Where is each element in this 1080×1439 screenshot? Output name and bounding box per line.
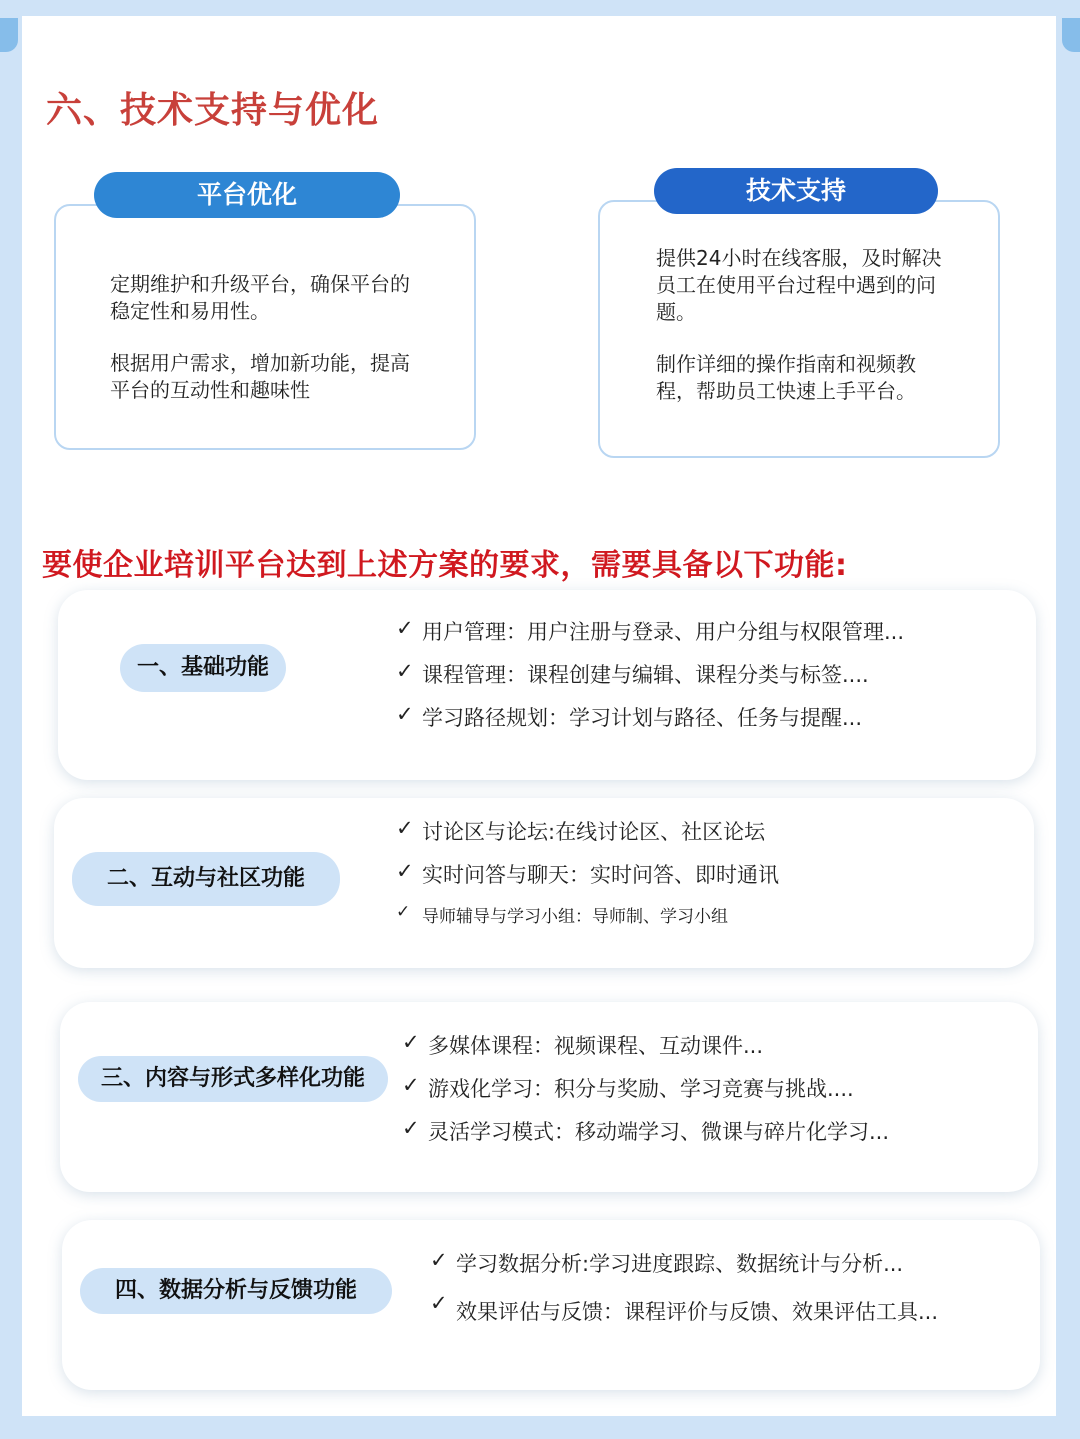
platform-optimization-text: [110, 271, 420, 429]
corner-decoration-left: [0, 18, 18, 52]
feature-item-text: 多媒体课程：视频课程、互动课件...: [428, 1034, 764, 1058]
check-icon: ✓: [430, 1248, 448, 1272]
feature-item-text: 灵活学习模式：移动端学习、微课与碎片化学习...: [428, 1120, 890, 1144]
document-page: [22, 16, 1056, 1416]
feature-label: 二、互动与社区功能: [72, 852, 340, 906]
section-title: 六、技术支持与优化: [46, 90, 380, 131]
feature-item-text: 实时问答与聊天：实时问答、即时通讯: [422, 863, 779, 887]
check-icon: ✓: [396, 816, 414, 840]
feature-item-text: 课程管理：课程创建与编辑、课程分类与标签....: [422, 663, 869, 687]
card-paragraph: 制作详细的操作指南和视频教程，帮助员工快速上手平台。: [656, 352, 916, 403]
card-paragraph: 定期维护和升级平台，确保平台的稳定性和易用性。: [110, 272, 410, 323]
feature-item-text: 学习数据分析:学习进度跟踪、数据统计与分析...: [456, 1252, 904, 1276]
technical-support-text: [656, 245, 946, 430]
check-icon: ✓: [396, 859, 414, 883]
feature-label: 三、内容与形式多样化功能: [78, 1056, 388, 1102]
check-icon: ✓: [402, 1073, 420, 1097]
platform-optimization-title: 平台优化: [94, 172, 400, 218]
corner-decoration-right: [1062, 18, 1080, 52]
check-icon: ✓: [396, 902, 411, 922]
feature-item-text: 学习路径规划：学习计划与路径、任务与提醒...: [422, 706, 863, 730]
technical-support-title: 技术支持: [654, 168, 938, 214]
check-icon: ✓: [396, 702, 414, 726]
check-icon: ✓: [402, 1030, 420, 1054]
check-icon: ✓: [430, 1291, 448, 1315]
requirement-heading: 要使企业培训平台达到上述方案的要求，需要具备以下功能:: [42, 548, 848, 583]
check-icon: ✓: [396, 659, 414, 683]
feature-item-text: 讨论区与论坛:在线讨论区、社区论坛: [422, 820, 766, 844]
check-icon: ✓: [396, 616, 414, 640]
feature-item-text: 效果评估与反馈：课程评价与反馈、效果评估工具...: [456, 1300, 939, 1324]
feature-label: 一、基础功能: [120, 644, 286, 692]
card-paragraph: 根据用户需求，增加新功能，提高平台的互动性和趣味性: [110, 351, 410, 402]
feature-item-text: 游戏化学习：积分与奖励、学习竞赛与挑战....: [428, 1077, 854, 1101]
check-icon: ✓: [402, 1116, 420, 1140]
feature-item-text: 导师辅导与学习小组：导师制、学习小组: [422, 907, 728, 927]
card-paragraph: 提供24小时在线客服，及时解决员工在使用平台过程中遇到的问题。: [656, 246, 942, 324]
feature-label: 四、数据分析与反馈功能: [80, 1268, 392, 1314]
feature-item-text: 用户管理：用户注册与登录、用户分组与权限管理...: [422, 620, 905, 644]
